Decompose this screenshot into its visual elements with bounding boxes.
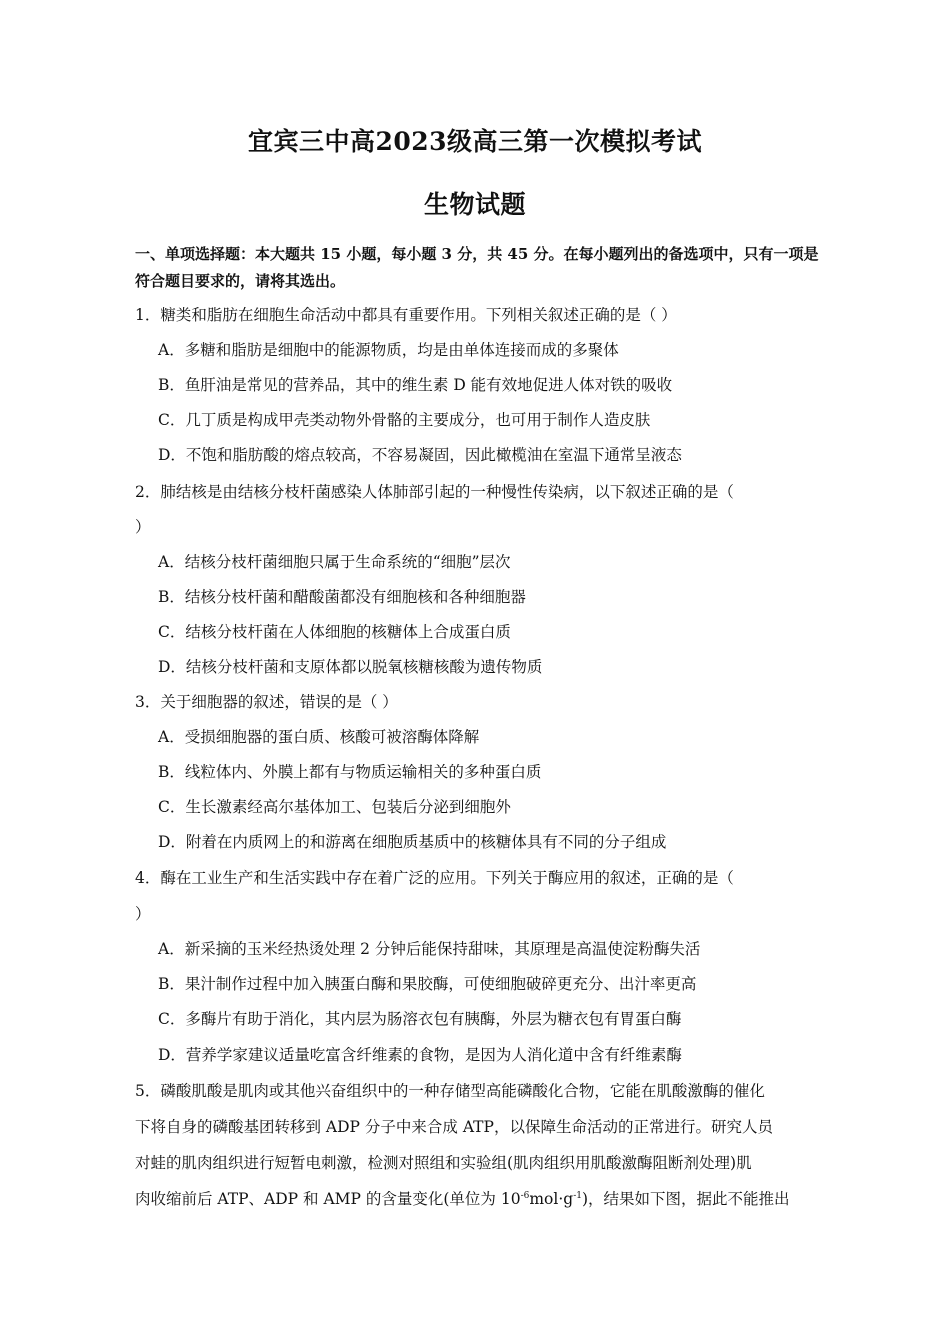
question-1-option-c: C．几丁质是构成甲壳类动物外骨骼的主要成分，也可用于制作人造皮肤 xyxy=(158,411,651,429)
question-5-stem-line-1: 5．磷酸肌酸是肌肉或其他兴奋组织中的一种存储型高能磷酸化合物，它能在肌酸激酶的催化 xyxy=(135,1082,765,1100)
question-5-stem-line-4 xyxy=(135,1187,790,1209)
question-4-option-a: A．新采摘的玉米经热烫处理 2 分钟后能保持甜味，其原理是高温使淀粉酶失活 xyxy=(158,940,701,958)
question-2-stem-cont: ） xyxy=(135,518,151,536)
question-1-option-a: A．多糖和脂肪是细胞中的能源物质，均是由单体连接而成的多聚体 xyxy=(158,341,619,359)
question-3-option-d: D．附着在内质网上的和游离在细胞质基质中的核糖体具有不同的分子组成 xyxy=(158,833,667,851)
question-3-option-b: B．线粒体内、外膜上都有与物质运输相关的多种蛋白质 xyxy=(158,763,542,781)
question-5-stem-line-3: 对蛙的肌肉组织进行短暂电刺激，检测对照组和实验组(肌肉组织用肌酸激酶阻断剂处理)肌 xyxy=(135,1154,752,1172)
exam-subject: 生物试题 xyxy=(423,190,526,219)
question-2-option-a: A．结核分枝杆菌细胞只属于生命系统的“细胞”层次 xyxy=(158,553,511,571)
question-4-option-c: C．多酶片有助于消化，其内层为肠溶衣包有胰酶，外层为糖衣包有胃蛋白酶 xyxy=(158,1010,682,1028)
question-1-stem: 1．糖类和脂肪在细胞生命活动中都具有重要作用。下列相关叙述正确的是（ ） xyxy=(135,306,677,324)
exponent-minus-6: -6 xyxy=(520,1190,530,1201)
question-2-option-d: D．结核分枝杆菌和支原体都以脱氧核糖核酸为遗传物质 xyxy=(158,658,543,676)
exam-title: 宜宾三中高2023级高三第一次模拟考试 xyxy=(247,127,703,156)
question-3-option-c: C．生长激素经高尔基体加工、包装后分泌到细胞外 xyxy=(158,798,511,816)
question-1-option-b: B．鱼肝油是常见的营养品，其中的维生素 D 能有效地促进人体对铁的吸收 xyxy=(158,376,673,394)
question-5-stem-tail: )，结果如下图，据此不能推出 xyxy=(581,1190,790,1208)
question-2-option-b: B．结核分枝杆菌和醋酸菌都没有细胞核和各种细胞器 xyxy=(158,588,526,606)
section-instructions: 一、单项选择题：本大题共 15 小题，每小题 3 分，共 45 分。在每小题列出的备选项中，只有一项是符合题目要求的，请将其选出。 xyxy=(135,245,819,290)
question-4-option-b: B．果汁制作过程中加入胰蛋白酶和果胶酶，可使细胞破碎更充分、出汁率更高 xyxy=(158,975,697,993)
question-1-option-d: D．不饱和脂肪酸的熔点较高，不容易凝固，因此橄榄油在室温下通常呈液态 xyxy=(158,446,682,464)
unit-mol-g: mol·g xyxy=(529,1190,574,1208)
question-3-option-a: A．受损细胞器的蛋白质、核酸可被溶酶体降解 xyxy=(158,728,480,746)
question-2-stem: 2．肺结核是由结核分枝杆菌感染人体肺部引起的一种慢性传染病，以下叙述正确的是（ xyxy=(135,483,734,501)
exponent-minus-1: -1 xyxy=(573,1190,582,1201)
question-3-stem: 3．关于细胞器的叙述，错误的是（ ） xyxy=(135,693,398,711)
question-5-stem-line-2: 下将自身的磷酸基团转移到 ADP 分子中来合成 ATP，以保障生命活动的正常进行。研究人员 xyxy=(135,1118,773,1136)
question-5-stem-text: 肉收缩前后 ATP、ADP 和 AMP 的含量变化(单位为 10 xyxy=(135,1190,521,1208)
question-4-option-d: D．营养学家建议适量吃富含纤维素的食物，是因为人消化道中含有纤维素酶 xyxy=(158,1046,682,1064)
question-2-option-c: C．结核分枝杆菌在人体细胞的核糖体上合成蛋白质 xyxy=(158,623,511,641)
question-4-stem: 4．酶在工业生产和生活实践中存在着广泛的应用。下列关于酶应用的叙述，正确的是（ xyxy=(135,869,734,887)
question-4-stem-cont: ） xyxy=(135,905,151,923)
